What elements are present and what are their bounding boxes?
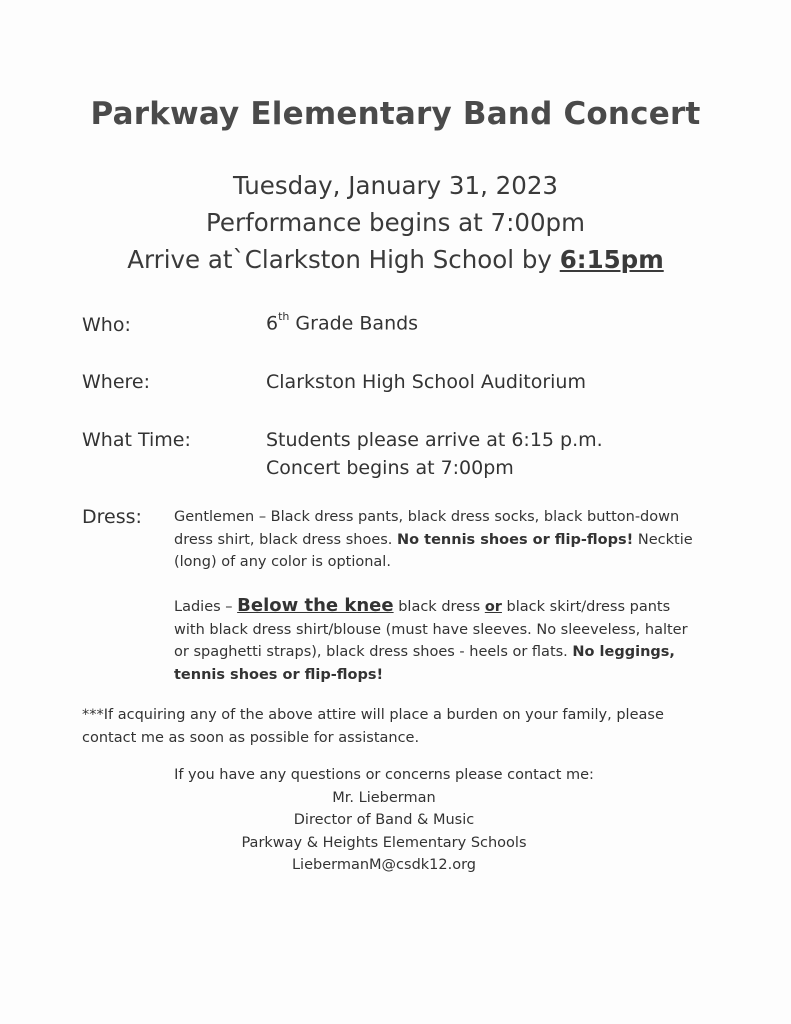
dress-gentlemen <box>174 506 694 574</box>
who-label: Who: <box>82 314 131 336</box>
contact-block <box>0 764 768 877</box>
event-date: Tuesday, January 31, 2023 <box>232 171 559 200</box>
who-grade-number: 6 <box>266 312 279 335</box>
arrival-time: 6:15pm <box>559 245 664 274</box>
ladies-or: or <box>484 599 502 615</box>
ladies-prefix: Ladies – <box>174 599 233 615</box>
contact-intro: If you have any questions or concerns please contact me: <box>174 767 594 783</box>
arrival-instruction: Students please arrive at 6:15 p.m. <box>266 429 603 451</box>
gentlemen-warning: No tennis shoes or flip-flops! <box>397 531 634 548</box>
assistance-note: ***If acquiring any of the above attire will place a burden on your family, please contact me as soon as possible for assistance. <box>82 707 664 746</box>
where-label: Where: <box>82 371 151 393</box>
contact-role: Director of Band & Music <box>293 812 475 828</box>
arrival-prefix: Arrive at`Clarkston High School by <box>127 245 552 274</box>
who-value <box>266 312 418 334</box>
dress-label: Dress: <box>82 506 142 528</box>
who-grade-text: Grade Bands <box>289 312 419 335</box>
contact-schools: Parkway & Heights Elementary Schools <box>241 834 527 851</box>
concert-start: Concert begins at 7:00pm <box>266 457 514 479</box>
ladies-dress: black dress <box>398 599 481 615</box>
arrival-line <box>0 245 791 274</box>
what-time-label: What Time: <box>82 429 191 451</box>
performance-time: Performance begins at 7:00pm <box>206 208 585 237</box>
page-title: Parkway Elementary Band Concert <box>90 96 701 132</box>
gentlemen-text: Gentlemen – Black dress pants, black dress socks, black button-down dress shirt, black dress shoes. <box>174 509 680 548</box>
where-value: Clarkston High School Auditorium <box>266 371 586 393</box>
ladies-warning: No leggings, tennis shoes or flip-flops! <box>174 644 675 683</box>
ladies-below-knee: Below the knee <box>237 595 394 616</box>
who-grade-suffix: th <box>278 310 290 323</box>
gentlemen-necktie: Necktie (long) of any color is optional. <box>174 531 693 570</box>
ladies-details: black skirt/dress pants with black dress shirt/blouse (must have sleeves. No sleeveless, halter or spaghetti straps), black dress shoes - heels or flats. <box>174 599 688 660</box>
contact-name: Mr. Lieberman <box>332 789 436 806</box>
dress-ladies <box>174 595 694 686</box>
contact-email: LiebermanM@csdk12.org <box>291 857 477 873</box>
